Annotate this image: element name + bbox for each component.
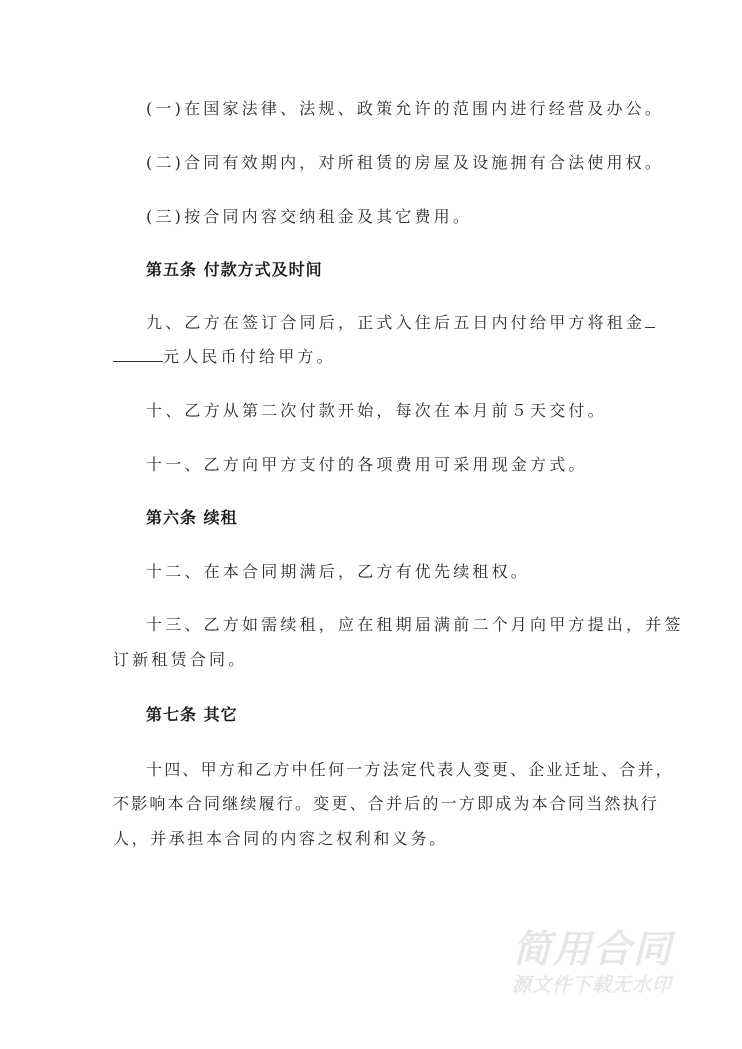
paragraph-clause-13-line-1: 十三、乙方如需续租，应在租期届满前二个月向甲方提出，并签 — [146, 615, 684, 634]
watermark-tagline: 源文件下载无水印 — [512, 974, 673, 996]
paragraph-right-1: (一)在国家法律、法规、政策允许的范围内进行经营及办公。 — [146, 99, 665, 118]
paragraph-clause-14-line-1: 十四、甲方和乙方中任何一方法定代表人变更、企业迁址、合并， — [146, 760, 674, 779]
paragraph-clause-12: 十二、在本合同期满后，乙方有优先续租权。 — [146, 562, 531, 581]
paragraph-clause-11: 十一、乙方向甲方支付的各项费用可采用现金方式。 — [146, 455, 588, 474]
paragraph-clause-10: 十、乙方从第二次付款开始，每次在本月前５天交付。 — [146, 401, 607, 420]
rent-amount-blank-start — [645, 313, 655, 328]
clause-9-continuation: 元人民币付给甲方。 — [163, 347, 336, 366]
paragraph-clause-13-line-2: 订新租赁合同。 — [113, 650, 248, 669]
rent-amount-blank — [113, 347, 163, 362]
paragraph-clause-9-line-1 — [146, 313, 655, 333]
paragraph-clause-14-line-2: 不影响本合同继续履行。变更、合并后的一方即成为本合同当然执行 — [113, 794, 660, 813]
section-heading-article-7: 第七条 其它 — [146, 705, 238, 724]
section-heading-article-6: 第六条 续租 — [146, 508, 238, 527]
watermark-brand: 简用合同 — [513, 927, 674, 971]
paragraph-clause-14-line-3: 人，并承担本合同的内容之权利和义务。 — [113, 829, 448, 848]
paragraph-right-3: (三)按合同内容交纳租金及其它费用。 — [146, 207, 473, 226]
section-heading-article-5: 第五条 付款方式及时间 — [146, 260, 323, 279]
clause-9-text: 九、乙方在签订合同后，正式入住后五日内付给甲方将租金 — [146, 313, 646, 332]
paragraph-clause-9-line-2 — [113, 347, 336, 367]
paragraph-right-2: (二)合同有效期内，对所租赁的房屋及设施拥有合法使用权。 — [146, 153, 665, 172]
